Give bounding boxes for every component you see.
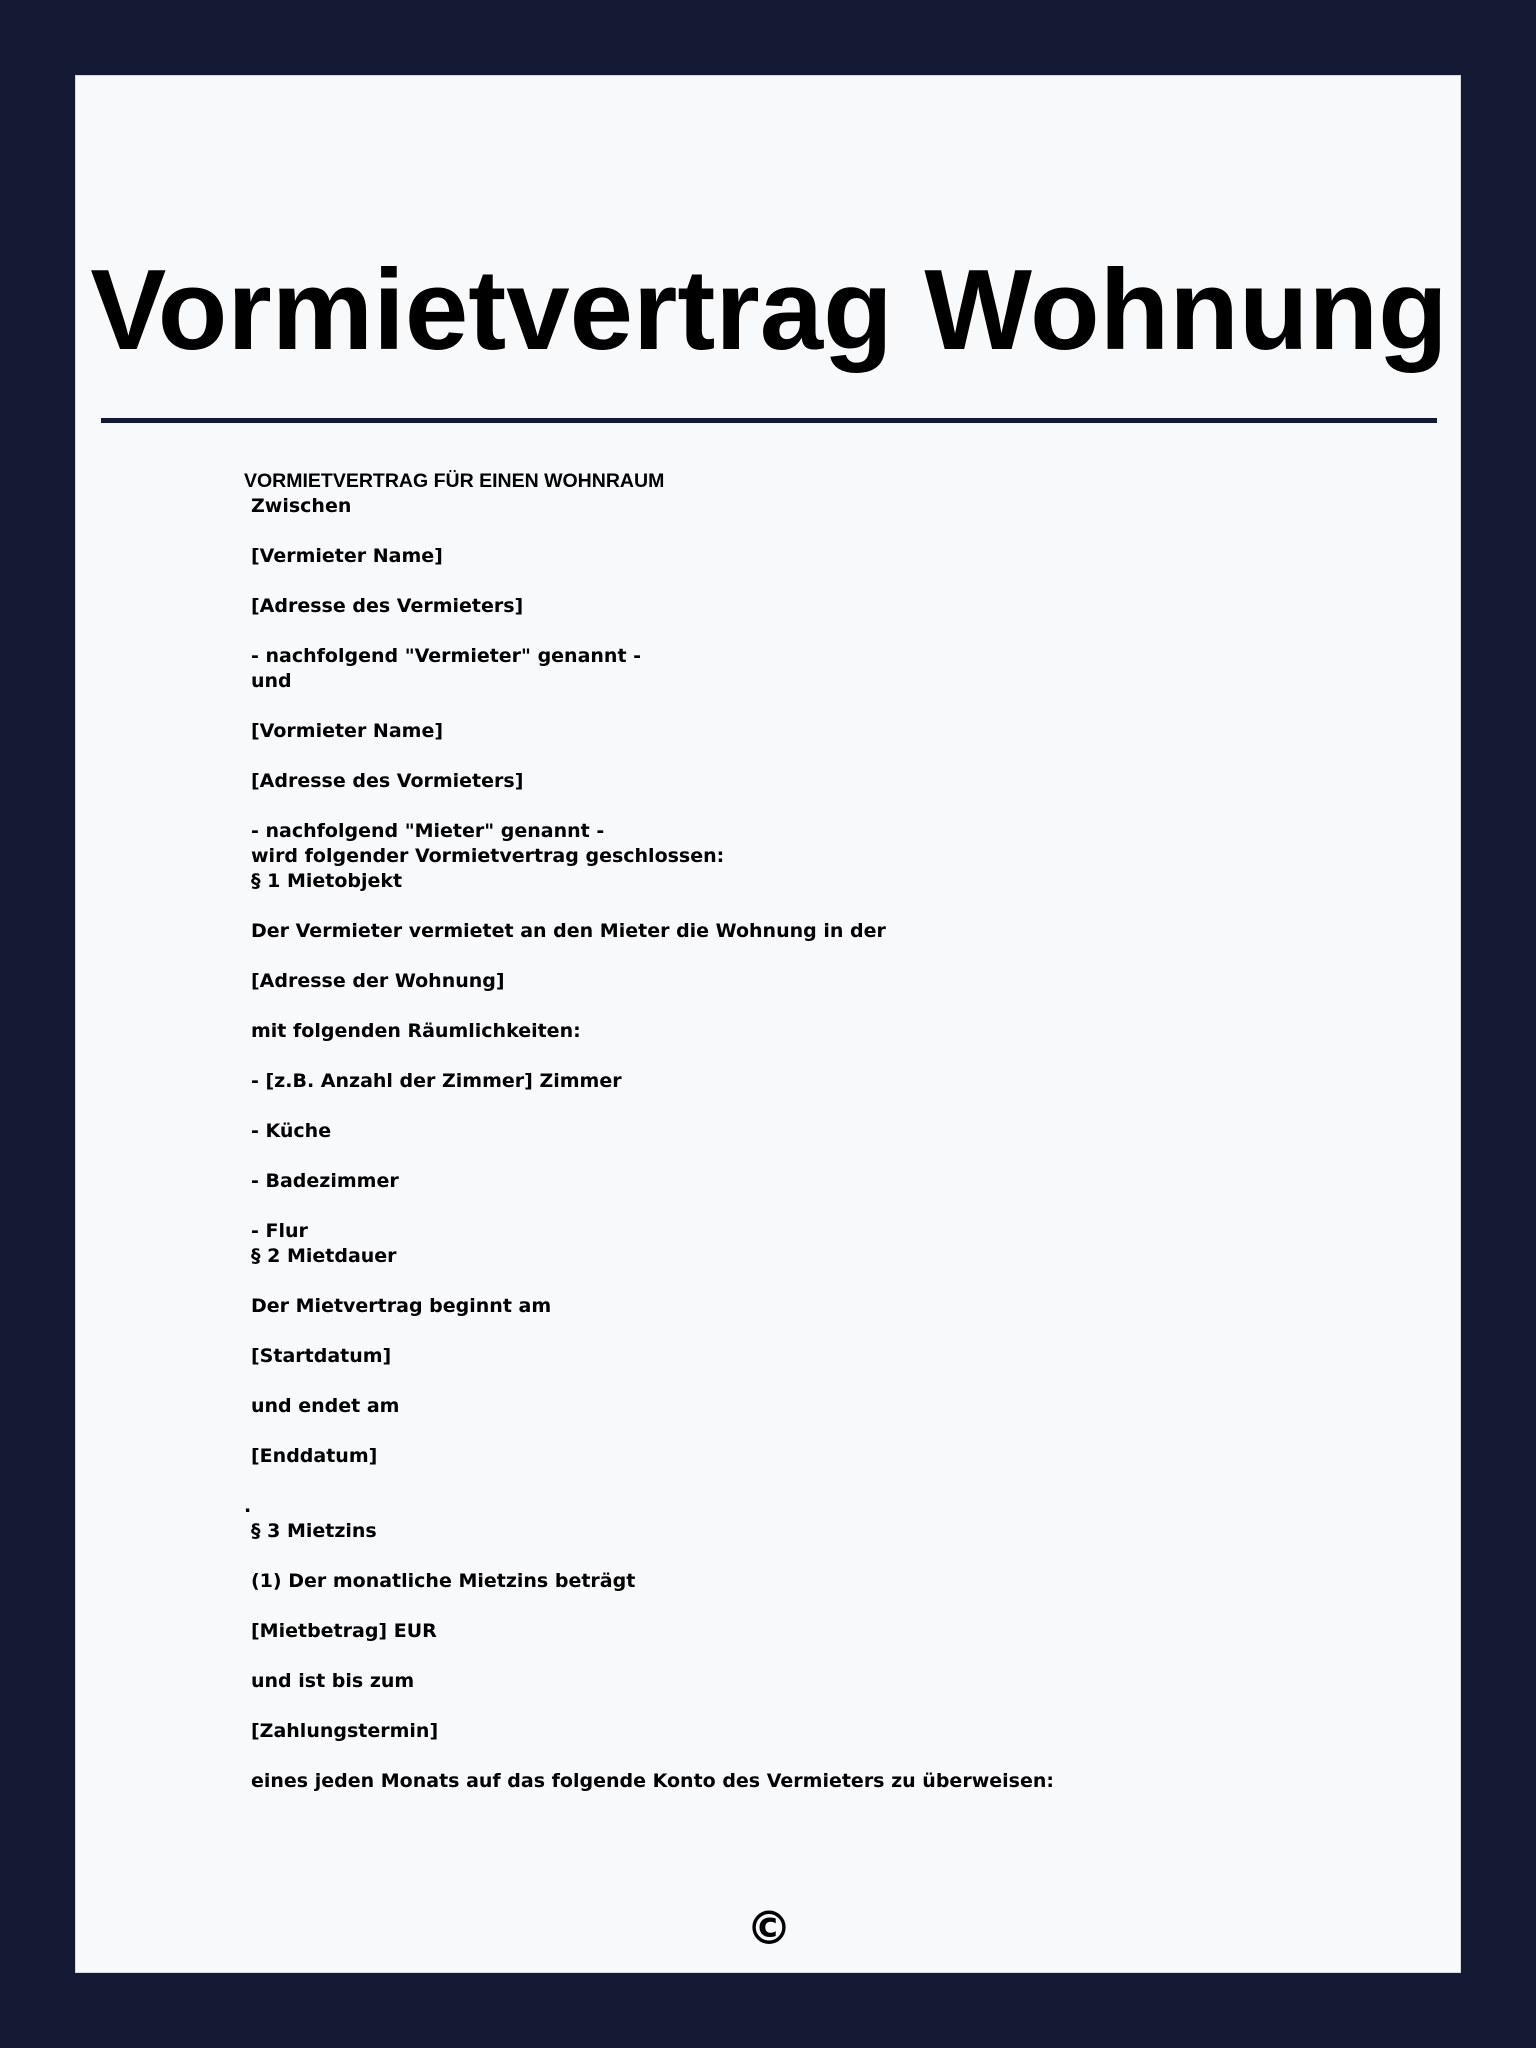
text-line: - [z.B. Anzahl der Zimmer] Zimmer	[251, 1070, 622, 1092]
text-line: (1) Der monatliche Mietzins beträgt	[251, 1570, 636, 1592]
text-line: Der Mietvertrag beginnt am	[251, 1295, 552, 1317]
blank-line	[251, 1694, 1401, 1719]
text-line: Zwischen	[251, 495, 352, 517]
blank-line	[251, 694, 1401, 719]
text-line: [Adresse der Wohnung]	[251, 970, 505, 992]
blank-line	[251, 1094, 1401, 1119]
document-body	[244, 469, 1401, 1794]
text-line: und endet am	[251, 1395, 400, 1417]
text-line: eines jeden Monats auf das folgende Konto des Vermieters zu überweisen:	[251, 1770, 1054, 1792]
blank-line	[251, 894, 1401, 919]
text-line: [Vormieter Name]	[251, 720, 444, 742]
text-line: [Zahlungstermin]	[251, 1720, 439, 1742]
text-line: [Mietbetrag] EUR	[251, 1620, 437, 1642]
blank-line	[251, 569, 1401, 594]
section-heading: § 1 Mietobjekt	[251, 870, 403, 892]
blank-line	[251, 1044, 1401, 1069]
document-title: Vormietvertrag Wohnung	[90, 247, 1448, 374]
text-line: und ist bis zum	[251, 1670, 415, 1692]
blank-line	[251, 994, 1401, 1019]
section-heading: § 3 Mietzins	[251, 1520, 377, 1542]
contract-text	[244, 494, 1401, 1794]
text-line: [Startdatum]	[251, 1345, 392, 1367]
blank-line	[251, 1319, 1401, 1344]
text-line: [Adresse des Vermieters]	[251, 595, 524, 617]
text-line: [Vermieter Name]	[251, 545, 443, 567]
text-line: - Küche	[251, 1120, 332, 1142]
blank-line	[251, 944, 1401, 969]
blank-line	[251, 744, 1401, 769]
contract-heading: VORMIETVERTRAG FÜR EINEN WOHNRAUM	[244, 470, 665, 492]
blank-line	[251, 1594, 1401, 1619]
text-line: [Adresse des Vormieters]	[251, 770, 524, 792]
text-line: [Enddatum]	[251, 1445, 378, 1467]
blank-line	[251, 1744, 1401, 1769]
blank-line	[251, 1419, 1401, 1444]
blank-line	[251, 1269, 1401, 1294]
blank-line	[251, 519, 1401, 544]
stray-dot: .	[244, 1495, 252, 1517]
title-divider	[101, 418, 1437, 423]
text-line: mit folgenden Räumlichkeiten:	[251, 1020, 581, 1042]
blank-line	[251, 1369, 1401, 1394]
document-page	[75, 75, 1461, 1973]
blank-line	[251, 1194, 1401, 1219]
text-line: - Badezimmer	[251, 1170, 399, 1192]
text-line: wird folgender Vormietvertrag geschlossen:	[251, 845, 725, 867]
text-line: - nachfolgend "Mieter" genannt -	[251, 820, 605, 842]
blank-line	[251, 1644, 1401, 1669]
blank-line	[251, 1144, 1401, 1169]
text-line: und	[251, 670, 292, 692]
blank-line	[251, 1544, 1401, 1569]
blank-line	[251, 1469, 1401, 1494]
section-heading: § 2 Mietdauer	[251, 1245, 397, 1267]
blank-line	[251, 619, 1401, 644]
copyright-icon: ©	[746, 1901, 792, 1955]
text-line: - nachfolgend "Vermieter" genannt -	[251, 645, 642, 667]
text-line: Der Vermieter vermietet an den Mieter die Wohnung in der	[251, 920, 886, 942]
text-line: - Flur	[251, 1220, 308, 1242]
blank-line	[251, 794, 1401, 819]
